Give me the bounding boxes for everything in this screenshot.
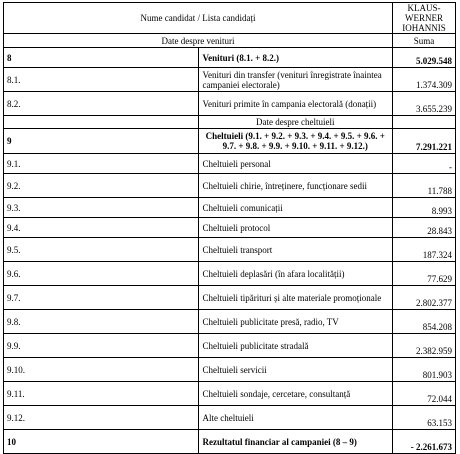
row-number: 9.7.: [4, 286, 199, 310]
row-number: 9.4.: [4, 218, 199, 238]
row-value: 72.044: [393, 382, 456, 406]
row-value: 7.291.221: [393, 129, 456, 154]
table-row: [4, 382, 456, 406]
row-number: 9.3.: [4, 198, 199, 218]
row-value: -: [393, 154, 456, 174]
income-section-row: [4, 34, 456, 48]
row-label: Cheltuieli tipărituri și alte materiale promoționale: [198, 286, 393, 310]
row-label: Venituri din transfer (venituri înregistrate înaintea campaniei electorale): [198, 68, 393, 92]
table-row: [4, 154, 456, 174]
row-value: 5.029.548: [393, 48, 456, 68]
table-row: [4, 262, 456, 286]
row-value: 187.324: [393, 238, 456, 262]
row-number: 9.9.: [4, 334, 199, 358]
row-number: 9.1.: [4, 154, 199, 174]
income-section-label: Date despre venituri: [4, 34, 393, 48]
row-label: Cheltuieli transport: [198, 238, 393, 262]
row-number: 10: [4, 430, 199, 454]
row-label: Cheltuieli deplasări (în afara localității): [198, 262, 393, 286]
row-value: 801.903: [393, 358, 456, 382]
row-label: Cheltuieli chirie, întreținere, funcționare sedii: [198, 174, 393, 198]
table-row: [4, 174, 456, 198]
candidate-column-header: Nume candidat / Lista candidați: [4, 3, 393, 34]
row-number: 9: [4, 129, 199, 154]
row-number: 8.2.: [4, 92, 199, 116]
row-label: Cheltuieli comunicații: [198, 198, 393, 218]
row-number: 9.6.: [4, 262, 199, 286]
row-number: 9.5.: [4, 238, 199, 262]
row-value: 2.382.959: [393, 334, 456, 358]
candidate-name: KLAUS-WERNER IOHANNIS: [393, 3, 456, 34]
row-label: Venituri (8.1. + 8.2.): [198, 48, 393, 68]
row-value: 11.788: [393, 174, 456, 198]
table-header-row: [4, 3, 456, 34]
row-value: 3.655.239: [393, 92, 456, 116]
row-label: Cheltuieli (9.1. + 9.2. + 9.3. + 9.4. + 9.5. + 9.6. + 9.7. + 9.8. + 9.9. + 9.10. + 9.11. + 9.12.): [198, 129, 393, 154]
expenses-section-label: Date despre cheltuieli: [198, 116, 393, 129]
table-row: [4, 358, 456, 382]
row-label: Rezultatul financiar al campaniei (8 – 9): [198, 430, 393, 454]
row-value: - 2.261.673: [393, 430, 456, 454]
row-label: Venituri primite în campania electorală (donații): [198, 92, 393, 116]
row-number: 9.8.: [4, 310, 199, 334]
row-number: 8.1.: [4, 68, 199, 92]
table-row: [4, 48, 456, 68]
table-row: [4, 334, 456, 358]
table-row: [4, 129, 456, 154]
row-label: Cheltuieli protocol: [198, 218, 393, 238]
row-value: 8.993: [393, 198, 456, 218]
row-label: Cheltuieli publicitate stradală: [198, 334, 393, 358]
expenses-section-row: [4, 116, 456, 129]
table-row: [4, 286, 456, 310]
row-number: 8: [4, 48, 199, 68]
row-value: 77.629: [393, 262, 456, 286]
row-value: 28.843: [393, 218, 456, 238]
sum-header: Suma: [393, 34, 456, 48]
row-number: 9.2.: [4, 174, 199, 198]
row-label: Cheltuieli servicii: [198, 358, 393, 382]
row-label: Cheltuieli publicitate presă, radio, TV: [198, 310, 393, 334]
table-row: [4, 92, 456, 116]
row-value: 2.802.377: [393, 286, 456, 310]
table-row: [4, 406, 456, 430]
table-row: [4, 198, 456, 218]
row-value: 1.374.309: [393, 68, 456, 92]
row-label: Alte cheltuieli: [198, 406, 393, 430]
table-row: [4, 238, 456, 262]
table-row: [4, 68, 456, 92]
table-row: [4, 310, 456, 334]
row-label: Cheltuieli sondaje, cercetare, consultanță: [198, 382, 393, 406]
row-value: 854.208: [393, 310, 456, 334]
row-label: Cheltuieli personal: [198, 154, 393, 174]
row-value: 63.153: [393, 406, 456, 430]
campaign-finance-table: [3, 2, 456, 454]
row-number: 9.11.: [4, 382, 199, 406]
row-number: 9.12.: [4, 406, 199, 430]
table-row: [4, 218, 456, 238]
row-number: 9.10.: [4, 358, 199, 382]
